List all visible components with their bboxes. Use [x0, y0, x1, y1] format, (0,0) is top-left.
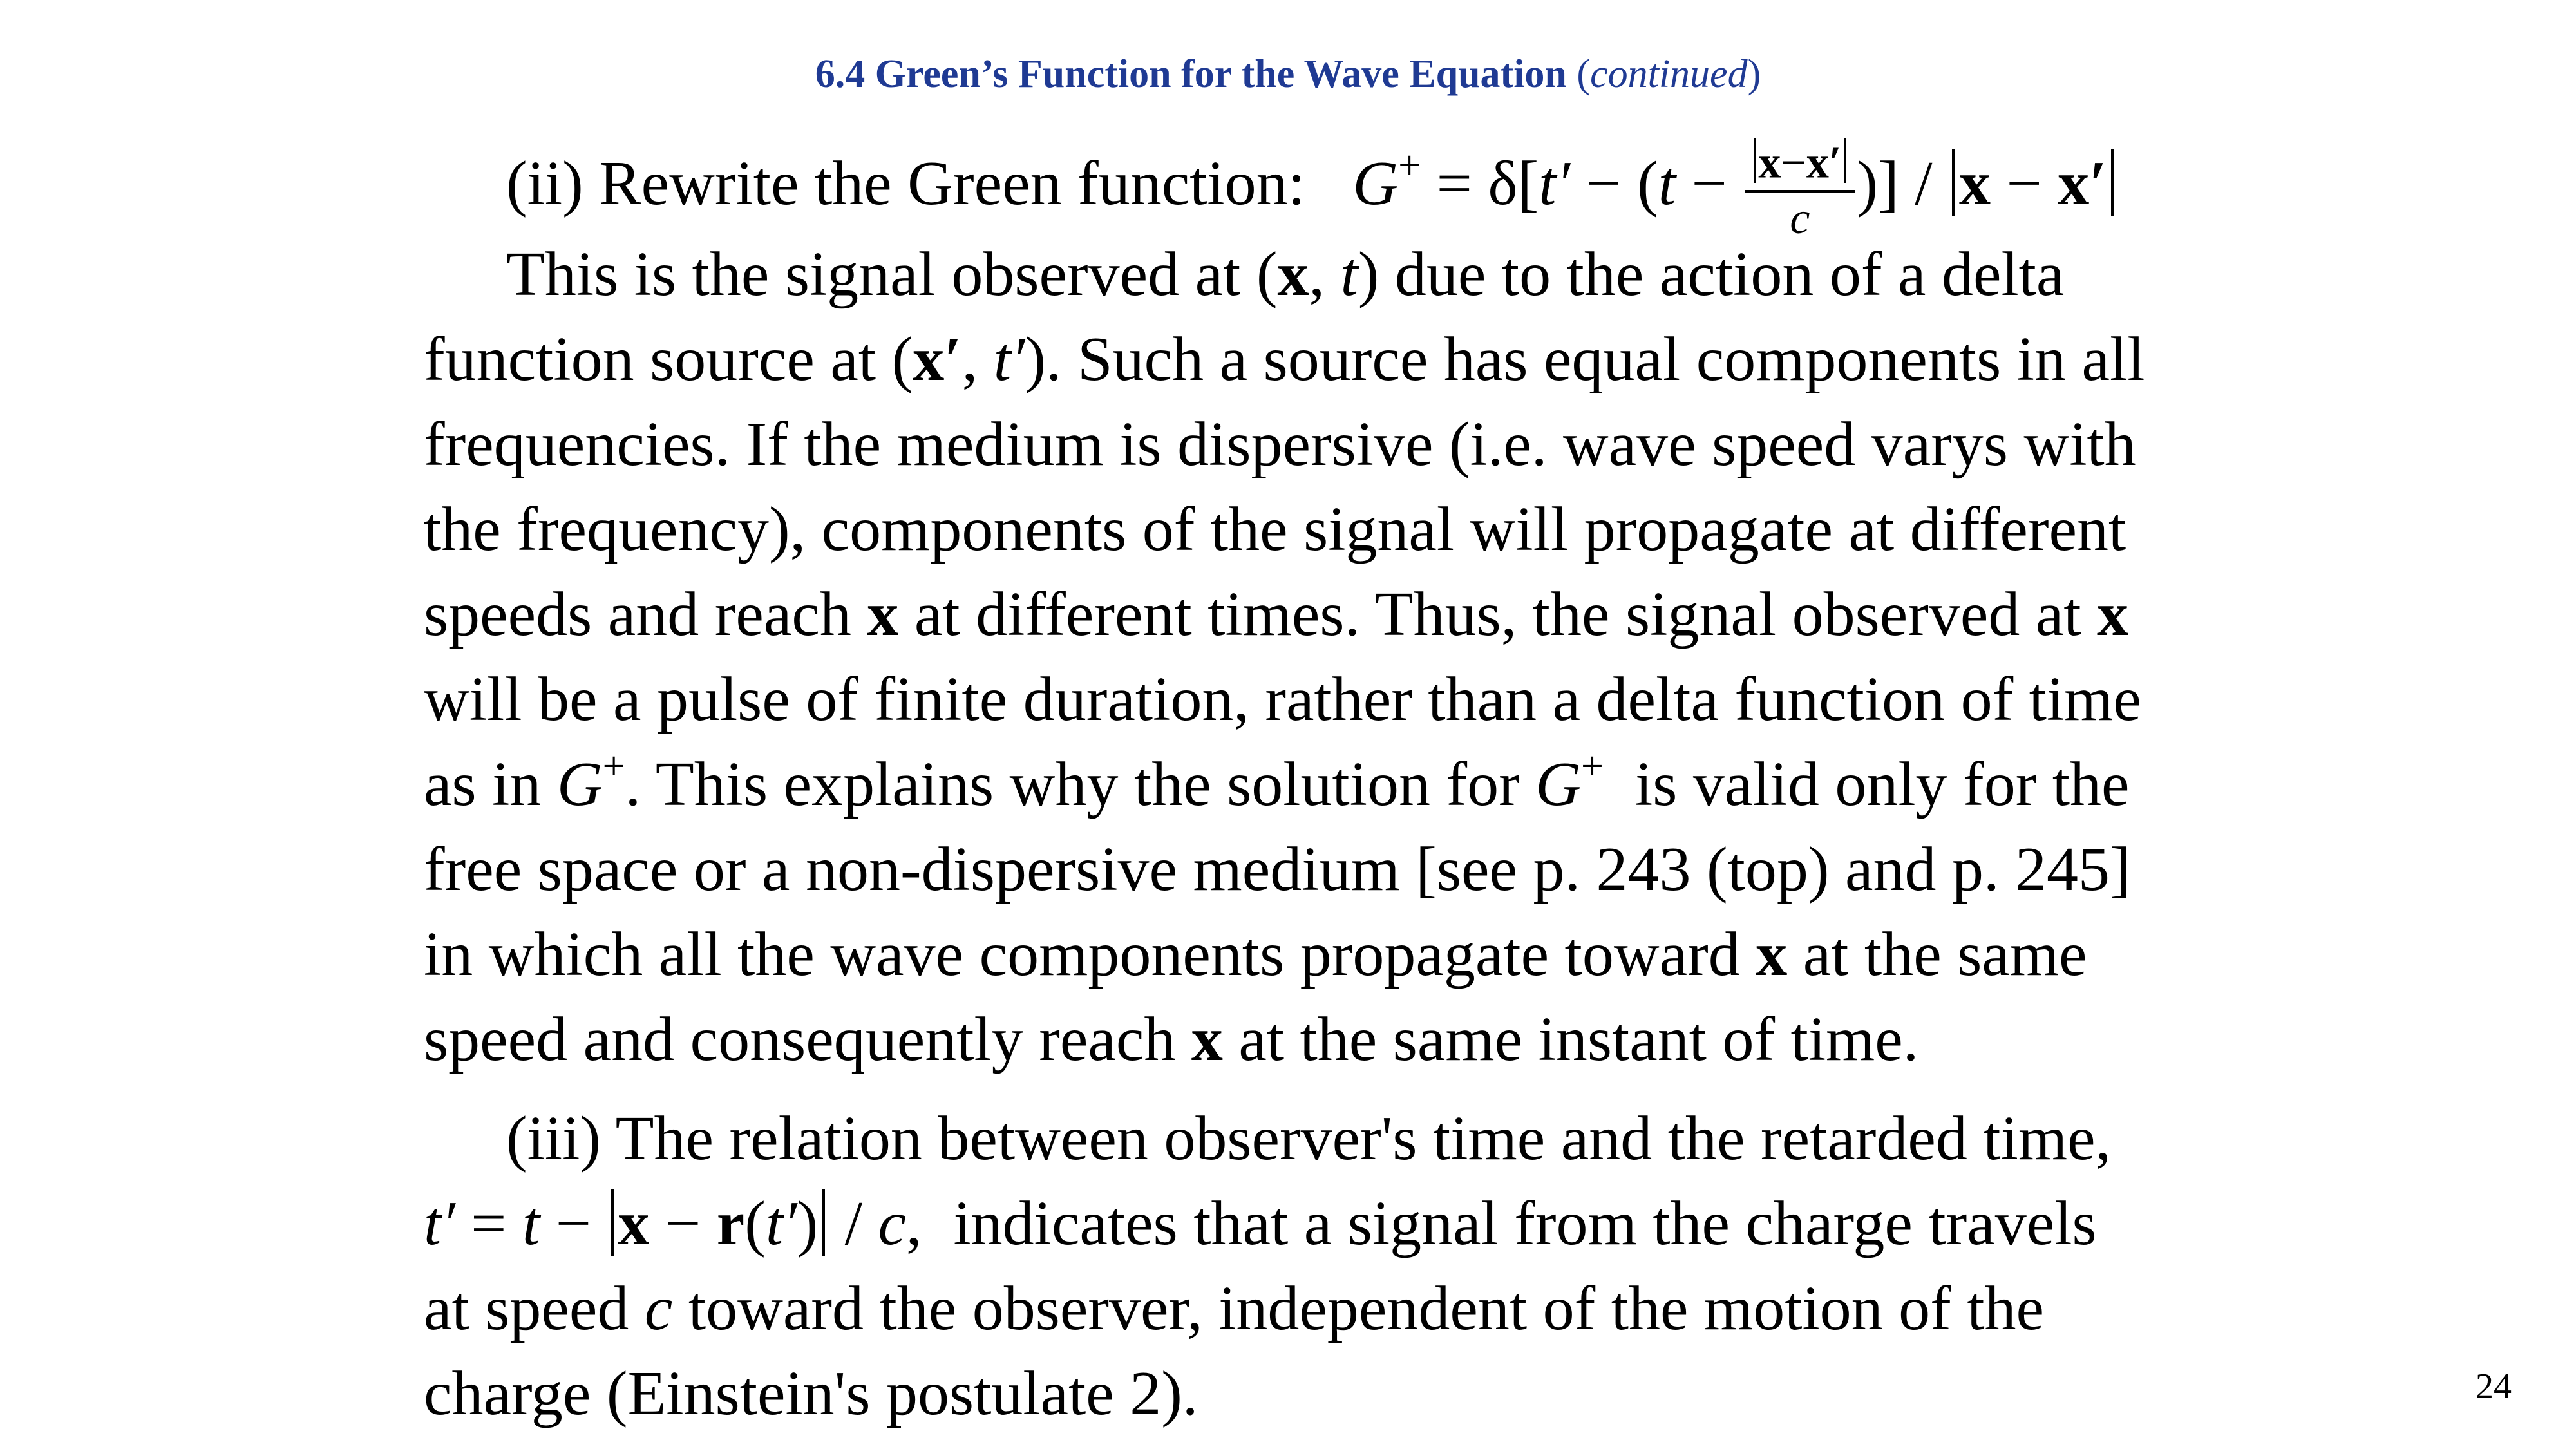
text-span: , indicates that a signal from the charge travels — [905, 1189, 2097, 1258]
text-span: in which all the wave components propagate toward — [424, 920, 1756, 989]
text-span: toward the observer, independent of the motion of the — [672, 1274, 2045, 1343]
eq-abs-xprime: x′ — [2058, 149, 2107, 218]
text-span: ) due to the action of a delta — [1358, 240, 2065, 309]
text-line — [424, 402, 2201, 487]
frac-xprime: x′ — [1806, 138, 1842, 188]
page-number: 24 — [2476, 1367, 2512, 1406]
abs-bar-right — [822, 1189, 825, 1256]
symbol-G-sup: + — [1581, 744, 1604, 788]
title-continued: continued — [1590, 52, 1748, 96]
eq-abs-x: x — [1959, 149, 1991, 218]
symbol-G: G — [1535, 750, 1582, 819]
symbol-x: x — [1756, 920, 1788, 989]
item-ii-intro: (ii) Rewrite the Green function: — [506, 149, 1305, 218]
eq-minus-paren: − ( — [1569, 149, 1658, 218]
slide-body — [424, 135, 2201, 1436]
text-span: at the same — [1787, 920, 2087, 989]
text-span: = — [455, 1189, 522, 1258]
title-main: 6.4 Green’s Function for the Wave Equation — [815, 52, 1567, 96]
paragraph-gap — [424, 1082, 2201, 1096]
green-function-equation-line — [424, 135, 2201, 243]
slide-title — [0, 45, 2576, 103]
abs-bar-left — [611, 1189, 614, 1256]
eq-fraction-denominator: c — [1790, 193, 1810, 243]
symbol-x: x — [1277, 240, 1309, 309]
eq-equals-delta: = δ[ — [1421, 149, 1539, 218]
eq-fraction-numerator — [1745, 138, 1854, 193]
text-span: is valid only for the — [1604, 750, 2130, 819]
text-span: the frequency), components of the signal will propagate at different — [424, 495, 2126, 564]
eq-tprime: t′ — [1539, 149, 1570, 218]
text-span: ) — [797, 1189, 819, 1258]
retarded-time-equation-line — [424, 1181, 2201, 1266]
text-span: at speed — [424, 1274, 645, 1343]
symbol-tprime: t′ — [993, 325, 1025, 394]
text-line — [424, 827, 2201, 912]
text-line — [424, 1351, 2201, 1436]
text-span: as in — [424, 750, 557, 819]
text-span: − — [540, 1189, 607, 1258]
abs-bar-right — [2111, 149, 2114, 216]
text-line — [424, 997, 2201, 1082]
text-line — [424, 232, 2201, 317]
frac-minus: − — [1781, 138, 1806, 188]
abs-bar-left — [1952, 149, 1955, 216]
text-span: , — [961, 325, 994, 394]
abs-bar-left — [1754, 138, 1756, 183]
symbol-xprime: x′ — [913, 325, 962, 394]
eq-abs-minus: − — [1991, 149, 2058, 218]
text-line — [424, 1096, 2201, 1181]
text-span: This is the signal observed at ( — [506, 240, 1278, 309]
text-span: ). Such a source has equal components in all — [1025, 325, 2145, 394]
symbol-tprime: t′ — [424, 1189, 455, 1258]
symbol-c: c — [878, 1189, 906, 1258]
text-span: ( — [744, 1189, 766, 1258]
text-span: speeds and reach — [424, 580, 867, 649]
text-span: . This explains why the solution for — [625, 750, 1536, 819]
text-line — [424, 317, 2201, 402]
text-span: at the same instant of time. — [1222, 1005, 1919, 1074]
symbol-x: x — [618, 1189, 650, 1258]
symbol-G: G — [556, 750, 603, 819]
text-span: − — [649, 1189, 717, 1258]
symbol-x: x — [1191, 1005, 1223, 1074]
symbol-x: x — [2097, 580, 2129, 649]
text-line — [424, 912, 2201, 997]
text-line — [424, 487, 2201, 572]
text-span: free space or a non-dispersive medium [see p. 243 (top) and p. 245] — [424, 835, 2131, 904]
symbol-G-sup: + — [602, 744, 625, 788]
abs-bar-right — [1844, 138, 1846, 183]
eq-t: t — [1658, 149, 1676, 218]
text-span: (iii) The relation between observer's time and the retarded time, — [506, 1104, 2112, 1173]
text-span: frequencies. If the medium is dispersive (i.e. wave speed varys with — [424, 410, 2136, 479]
text-span: will be a pulse of finite duration, rather than a delta function of time — [424, 665, 2141, 734]
text-line — [424, 742, 2201, 827]
symbol-t: t — [522, 1189, 540, 1258]
symbol-r: r — [716, 1189, 745, 1258]
symbol-t: t — [1340, 240, 1358, 309]
text-line — [424, 572, 2201, 657]
text-line — [424, 657, 2201, 742]
eq-minus: − — [1676, 149, 1743, 218]
text-span: , — [1309, 240, 1341, 309]
title-continued-close: ) — [1747, 52, 1761, 96]
text-span: speed and consequently reach — [424, 1005, 1191, 1074]
eq-G-sup: + — [1398, 144, 1421, 187]
text-span: / — [829, 1189, 878, 1258]
eq-G: G — [1352, 149, 1399, 218]
text-span: at different times. Thus, the signal observed at — [898, 580, 2098, 649]
text-line — [424, 1266, 2201, 1351]
eq-fraction — [1745, 138, 1854, 242]
frac-x: x — [1758, 138, 1781, 188]
symbol-x: x — [867, 580, 899, 649]
text-span: function source at ( — [424, 325, 913, 394]
eq-close: )] / — [1857, 149, 1948, 218]
symbol-tprime: t′ — [765, 1189, 797, 1258]
title-continued-open: ( — [1566, 52, 1591, 96]
text-span: charge (Einstein's postulate 2). — [424, 1359, 1198, 1428]
symbol-c: c — [644, 1274, 673, 1343]
